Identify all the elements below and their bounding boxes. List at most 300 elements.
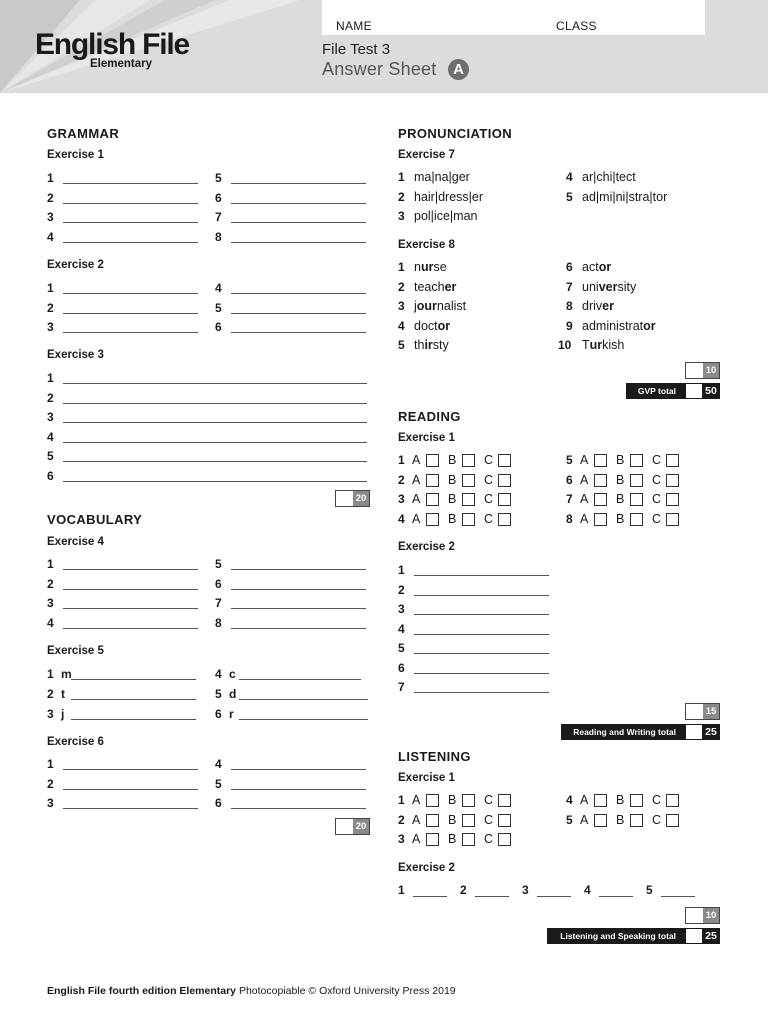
listening-ex2-number: 2 xyxy=(460,883,467,897)
vocabulary-ex5-letter-hint: r xyxy=(229,707,234,721)
reading-ex1-option-label: B xyxy=(616,492,625,506)
pronunciation-ex8-number: 7 xyxy=(566,279,573,294)
vocabulary-ex4-number: 2 xyxy=(47,576,54,591)
vocabulary-ex6-number: 6 xyxy=(215,796,222,810)
grammar-ex1-answer-line-5[interactable] xyxy=(231,183,366,184)
listening-total-max: 25 xyxy=(705,930,717,942)
reading-ex1-option-label: A xyxy=(412,511,421,526)
pronunciation-ex8-number: 10 xyxy=(558,338,572,352)
reading-ex1-option-label: A xyxy=(580,453,589,467)
reading-ex1-7-option-a-checkbox[interactable] xyxy=(594,493,607,506)
listening-total-bar xyxy=(547,928,720,944)
reading-ex1-6-option-b-checkbox[interactable] xyxy=(630,474,643,487)
grammar-ex2-title: Exercise 2 xyxy=(47,259,104,271)
footer-book-title: English File fourth edition Elementary xyxy=(47,985,237,997)
word-part: j xyxy=(414,299,417,313)
sheet-title: Answer Sheet xyxy=(322,59,437,79)
stressed-sound: ur xyxy=(589,338,603,352)
reading-ex1-title: Exercise 1 xyxy=(398,432,455,444)
page-header xyxy=(0,0,768,93)
grammar-ex1-answer-line-4[interactable] xyxy=(63,242,198,243)
listening-ex1-1-option-c-checkbox[interactable] xyxy=(498,794,511,807)
grammar-ex2-number: 5 xyxy=(215,300,222,315)
listening-ex1-1-option-a-checkbox[interactable] xyxy=(426,794,439,807)
reading-ex1-option-label: A xyxy=(412,472,421,487)
word-part: sty xyxy=(432,338,449,352)
reading-ex1-number: 1 xyxy=(398,453,405,467)
listening-ex1-3-option-a-checkbox[interactable] xyxy=(426,833,439,846)
grammar-ex1-number: 7 xyxy=(215,210,222,224)
listening-ex2-number: 3 xyxy=(522,883,529,897)
grammar-ex3-answer-line-6[interactable] xyxy=(63,481,367,482)
reading-ex2-answer-line-5[interactable] xyxy=(414,653,549,654)
listening-ex2-number: 4 xyxy=(584,883,591,897)
gvp-total-input[interactable] xyxy=(686,384,702,398)
listening-ex1-2-option-a-checkbox[interactable] xyxy=(426,814,439,827)
class-label: CLASS xyxy=(556,19,597,33)
listening-ex1-2-option-c-checkbox[interactable] xyxy=(498,814,511,827)
reading-ex1-option-label: B xyxy=(448,511,457,526)
grammar-ex2-number: 1 xyxy=(47,281,54,295)
grammar-ex3-answer-line-2[interactable] xyxy=(63,403,367,404)
grammar-ex1-answer-line-1[interactable] xyxy=(63,183,198,184)
grammar-ex2-answer-line-5[interactable] xyxy=(231,313,366,314)
pronunciation-ex8-number: 9 xyxy=(566,318,573,333)
reading-ex1-8-option-a-checkbox[interactable] xyxy=(594,513,607,526)
pronunciation-ex8-word-6 xyxy=(582,260,611,274)
pronunciation-ex7-number: 1 xyxy=(398,170,405,184)
reading-ex2-number: 1 xyxy=(398,563,405,577)
listening-ex1-option-label: C xyxy=(484,832,494,846)
listening-ex1-option-label: A xyxy=(412,793,421,807)
page-footer xyxy=(47,985,456,997)
reading-ex2-number: 3 xyxy=(398,602,405,616)
grammar-ex3-number: 4 xyxy=(47,429,54,444)
reading-ex1-2-option-b-checkbox[interactable] xyxy=(462,474,475,487)
vocabulary-ex6-number: 1 xyxy=(47,757,54,771)
stressed-sound: er xyxy=(444,279,457,294)
vocabulary-ex5-answer-line-3[interactable] xyxy=(71,719,196,720)
reading-ex1-8-option-b-checkbox[interactable] xyxy=(630,513,643,526)
listening-ex1-option-label: B xyxy=(448,832,457,846)
pronunciation-ex7-word-4: ar|chi|tect xyxy=(582,170,636,184)
reading-ex1-6-option-a-checkbox[interactable] xyxy=(594,474,607,487)
vocabulary-ex4-answer-line-4[interactable] xyxy=(63,628,198,629)
vocabulary-ex6-answer-line-3[interactable] xyxy=(63,808,198,809)
reading-ex2-answer-line-3[interactable] xyxy=(414,614,549,615)
listening-total-label: Listening and Speaking total xyxy=(560,931,676,941)
word-part: act xyxy=(582,260,599,274)
reading-ex1-option-label: A xyxy=(580,511,589,526)
grammar-ex1-number: 3 xyxy=(47,210,54,224)
pronunciation-ex8-word-7 xyxy=(582,280,636,294)
reading-ex1-6-option-c-checkbox[interactable] xyxy=(666,474,679,487)
grammar-score-box[interactable] xyxy=(335,490,370,507)
vocabulary-ex4-number: 5 xyxy=(215,557,222,571)
reading-ex2-number: 7 xyxy=(398,680,405,694)
grammar-ex2-answer-line-4[interactable] xyxy=(231,293,366,294)
reading-ex2-number: 2 xyxy=(398,582,405,597)
reading-ex1-number: 3 xyxy=(398,492,405,506)
grammar-ex3-number: 5 xyxy=(47,449,54,463)
pronunciation-ex8-number: 6 xyxy=(566,260,573,274)
vocabulary-ex5-answer-line-1[interactable] xyxy=(71,679,196,680)
word-part: uni xyxy=(582,279,599,294)
logo-title: English File xyxy=(35,28,189,61)
listening-ex1-5-option-b-checkbox[interactable] xyxy=(630,814,643,827)
vocabulary-ex5-number: 3 j xyxy=(47,707,65,721)
listening-ex2-answer-line-4[interactable] xyxy=(599,896,633,897)
pronunciation-ex8-word-2 xyxy=(414,280,456,294)
vocabulary-ex6-answer-line-2[interactable] xyxy=(63,789,198,790)
grammar-ex1-answer-line-3[interactable] xyxy=(63,222,198,223)
listening-ex1-number: 1 xyxy=(398,793,405,807)
pronunciation-title: PRONUNCIATION xyxy=(398,126,513,141)
reading-ex1-option-label: A xyxy=(580,492,589,506)
listening-ex2-answer-line-2[interactable] xyxy=(475,896,509,897)
listening-ex2-answer-line-5[interactable] xyxy=(661,896,695,897)
vocabulary-ex4-answer-line-1[interactable] xyxy=(63,569,198,570)
vocabulary-ex6-answer-line-1[interactable] xyxy=(63,769,198,770)
word-part: T xyxy=(582,338,590,352)
vocabulary-ex5-number: 2 t xyxy=(47,687,66,701)
reading-ex1-3-option-a-checkbox[interactable] xyxy=(426,493,439,506)
listening-ex1-number: 2 xyxy=(398,812,405,827)
word-part: th xyxy=(414,338,425,352)
reading-ex1-number: 5 xyxy=(566,453,573,467)
word-part: sity xyxy=(617,279,637,294)
reading-ex2-title: Exercise 2 xyxy=(398,541,455,553)
vocabulary-ex4-answer-line-3[interactable] xyxy=(63,608,198,609)
grammar-ex1-number: 5 xyxy=(215,171,222,185)
pronunciation-ex7-number: 3 xyxy=(398,209,405,223)
gvp-total-max: 50 xyxy=(705,385,717,397)
grammar-ex1-answer-line-2[interactable] xyxy=(63,203,198,204)
listening-ex1-5-option-a-checkbox[interactable] xyxy=(594,814,607,827)
listening-ex1-3-option-c-checkbox[interactable] xyxy=(498,833,511,846)
footer-copyright: Photocopiable © Oxford University Press 2019 xyxy=(236,985,456,997)
reading-total-input[interactable] xyxy=(686,725,702,739)
vocabulary-ex4-number: 4 xyxy=(47,615,54,630)
listening-title: LISTENING xyxy=(398,749,471,764)
pronunciation-ex8-number: 8 xyxy=(566,299,573,313)
reading-ex1-1-option-b-checkbox[interactable] xyxy=(462,454,475,467)
listening-ex1-number: 5 xyxy=(566,812,573,827)
grammar-ex2-number: 3 xyxy=(47,320,54,334)
reading-score-box[interactable] xyxy=(685,703,720,720)
vocabulary-score-max: 20 xyxy=(353,819,369,834)
grammar-ex1-answer-line-8[interactable] xyxy=(231,242,366,243)
grammar-ex3-answer-line-4[interactable] xyxy=(63,442,367,443)
reading-ex1-option-label: C xyxy=(484,472,494,487)
reading-ex1-option-label: C xyxy=(484,453,494,467)
reading-ex1-5-option-b-checkbox[interactable] xyxy=(630,454,643,467)
listening-ex2-number: 5 xyxy=(646,883,653,897)
reading-ex1-number: 6 xyxy=(566,472,573,487)
reading-ex1-5-option-c-checkbox[interactable] xyxy=(666,454,679,467)
reading-ex1-option-label: C xyxy=(484,511,494,526)
word-part: nalist xyxy=(436,299,467,313)
pronunciation-ex7-word-1: ma|na|ger xyxy=(414,170,470,184)
listening-ex2-number: 1 xyxy=(398,883,405,897)
vocabulary-ex5-answer-line-4[interactable] xyxy=(239,679,361,680)
listening-ex1-number: 3 xyxy=(398,832,405,846)
reading-total-label: Reading and Writing total xyxy=(573,727,676,737)
pronunciation-ex7-word-3: pol|ice|man xyxy=(414,209,478,223)
grammar-ex2-number: 4 xyxy=(215,281,222,295)
reading-ex1-option-label: C xyxy=(484,492,494,506)
reading-ex1-option-label: B xyxy=(448,472,457,487)
grammar-ex1-answer-line-6[interactable] xyxy=(231,203,366,204)
grammar-ex3-number: 3 xyxy=(47,410,54,424)
listening-ex1-option-label: B xyxy=(616,793,625,807)
grammar-title: GRAMMAR xyxy=(47,126,120,141)
grammar-ex3-answer-line-1[interactable] xyxy=(63,383,367,384)
listening-ex1-4-option-b-checkbox[interactable] xyxy=(630,794,643,807)
reading-title: READING xyxy=(398,409,461,424)
grammar-ex3-title: Exercise 3 xyxy=(47,349,104,361)
pronunciation-ex8-word-8 xyxy=(582,299,614,313)
listening-ex2-answer-line-3[interactable] xyxy=(537,896,571,897)
grammar-ex3-number: 1 xyxy=(47,371,54,385)
listening-ex1-3-option-b-checkbox[interactable] xyxy=(462,833,475,846)
reading-total-bar xyxy=(561,724,720,740)
reading-ex1-5-option-a-checkbox[interactable] xyxy=(594,454,607,467)
grammar-ex2-answer-line-6[interactable] xyxy=(231,332,366,333)
grammar-ex1-number: 1 xyxy=(47,171,54,185)
reading-ex1-option-label: C xyxy=(652,472,662,487)
listening-score-max: 10 xyxy=(703,908,719,923)
vocabulary-ex4-answer-line-5[interactable] xyxy=(231,569,366,570)
logo-subtitle: Elementary xyxy=(90,58,153,70)
grammar-score-max: 20 xyxy=(353,491,369,506)
listening-ex1-2-option-b-checkbox[interactable] xyxy=(462,814,475,827)
reading-ex1-7-option-b-checkbox[interactable] xyxy=(630,493,643,506)
vocabulary-ex5-number: 6 r xyxy=(215,707,234,721)
listening-ex2-answer-line-1[interactable] xyxy=(413,896,447,897)
vocabulary-ex4-number: 8 xyxy=(215,615,222,630)
pronunciation-ex7-word-5: ad|mi|ni|stra|tor xyxy=(582,189,668,204)
reading-ex2-answer-line-7[interactable] xyxy=(414,692,549,693)
reading-ex1-option-label: C xyxy=(652,511,662,526)
pronunciation-ex8-number: 3 xyxy=(398,299,405,313)
vocabulary-ex5-letter-hint: j xyxy=(61,707,65,721)
listening-ex1-4-option-c-checkbox[interactable] xyxy=(666,794,679,807)
listening-ex1-5-option-c-checkbox[interactable] xyxy=(666,814,679,827)
test-title: File Test 3 xyxy=(322,41,391,58)
vocabulary-ex4-answer-line-8[interactable] xyxy=(231,628,366,629)
vocabulary-ex5-answer-line-5[interactable] xyxy=(239,699,368,700)
vocabulary-ex6-answer-line-5[interactable] xyxy=(231,789,366,790)
vocabulary-ex5-letter-hint: t xyxy=(61,687,66,701)
reading-ex1-option-label: B xyxy=(448,453,457,467)
vocabulary-ex4-answer-line-7[interactable] xyxy=(231,608,366,609)
grammar-ex1-number: 2 xyxy=(47,190,54,205)
vocabulary-score-box[interactable] xyxy=(335,818,370,835)
grammar-ex1-number: 4 xyxy=(47,229,54,244)
listening-ex2-title: Exercise 2 xyxy=(398,862,455,874)
grammar-ex2-number: 6 xyxy=(215,320,222,334)
word-part: kish xyxy=(602,338,625,352)
stressed-sound: ir xyxy=(424,338,433,352)
listening-ex1-option-label: B xyxy=(448,812,457,827)
stressed-sound: or xyxy=(437,318,451,333)
reading-score-max: 15 xyxy=(703,704,719,719)
listening-ex1-option-label: B xyxy=(448,793,457,807)
listening-ex1-option-label: C xyxy=(652,812,662,827)
grammar-ex1-number: 8 xyxy=(215,229,222,244)
listening-ex1-4-option-a-checkbox[interactable] xyxy=(594,794,607,807)
grammar-ex3-answer-line-5[interactable] xyxy=(63,461,367,462)
reading-ex1-option-label: B xyxy=(616,453,625,467)
reading-ex1-3-option-b-checkbox[interactable] xyxy=(462,493,475,506)
listening-ex1-option-label: A xyxy=(580,793,589,807)
reading-ex1-8-option-c-checkbox[interactable] xyxy=(666,513,679,526)
pronunciation-score-max: 10 xyxy=(703,363,719,378)
pronunciation-ex7-number: 4 xyxy=(566,170,573,184)
reading-ex1-3-option-c-checkbox[interactable] xyxy=(498,493,511,506)
word-part: n xyxy=(414,260,421,274)
listening-ex1-option-label: A xyxy=(412,812,421,827)
pronunciation-score-box[interactable] xyxy=(685,362,720,379)
grammar-ex3-number: 2 xyxy=(47,390,54,405)
vocabulary-ex5-answer-line-6[interactable] xyxy=(239,719,368,720)
reading-ex1-option-label: B xyxy=(616,472,625,487)
vocabulary-ex4-number: 1 xyxy=(47,557,54,571)
listening-ex1-title: Exercise 1 xyxy=(398,772,455,784)
reading-ex1-option-label: B xyxy=(448,492,457,506)
stressed-sound: or xyxy=(598,260,612,274)
listening-ex1-number: 4 xyxy=(566,793,573,807)
vocabulary-ex4-number: 7 xyxy=(215,596,222,610)
version-badge: A xyxy=(448,59,469,80)
reading-ex1-2-option-a-checkbox[interactable] xyxy=(426,474,439,487)
pronunciation-ex8-word-1 xyxy=(414,260,447,274)
reading-ex1-number: 4 xyxy=(398,511,405,526)
reading-ex1-4-option-a-checkbox[interactable] xyxy=(426,513,439,526)
reading-total-max: 25 xyxy=(705,726,717,738)
vocabulary-title: VOCABULARY xyxy=(47,512,143,527)
grammar-ex1-title: Exercise 1 xyxy=(47,149,104,161)
grammar-ex2-answer-line-2[interactable] xyxy=(63,313,198,314)
reading-ex1-option-label: A xyxy=(412,492,421,506)
listening-ex1-1-option-b-checkbox[interactable] xyxy=(462,794,475,807)
listening-ex1-option-label: A xyxy=(580,812,589,827)
gvp-total-bar xyxy=(626,383,720,399)
reading-ex1-number: 2 xyxy=(398,472,405,487)
reading-ex1-option-label: B xyxy=(616,511,625,526)
pronunciation-ex8-title: Exercise 8 xyxy=(398,239,455,251)
vocabulary-ex5-title: Exercise 5 xyxy=(47,645,104,657)
vocabulary-ex4-number: 6 xyxy=(215,576,222,591)
pronunciation-ex8-word-3 xyxy=(414,299,466,313)
vocabulary-ex4-title: Exercise 4 xyxy=(47,536,104,548)
vocabulary-ex6-title: Exercise 6 xyxy=(47,736,104,748)
vocabulary-ex4-answer-line-2[interactable] xyxy=(63,589,198,590)
pronunciation-ex7-number: 5 xyxy=(566,189,573,204)
reading-ex1-option-label: A xyxy=(580,472,589,487)
pronunciation-ex8-word-10 xyxy=(582,338,624,352)
pronunciation-ex8-word-5 xyxy=(414,338,449,352)
gvp-total-label: GVP total xyxy=(637,386,676,396)
vocabulary-ex5-number: 5 d xyxy=(215,687,237,701)
listening-total-input[interactable] xyxy=(686,929,702,943)
vocabulary-ex5-answer-line-2[interactable] xyxy=(71,699,196,700)
reading-ex1-2-option-c-checkbox[interactable] xyxy=(498,474,511,487)
reading-ex1-option-label: C xyxy=(652,453,662,467)
name-label: NAME xyxy=(336,19,372,33)
word-part: se xyxy=(433,260,447,274)
word-part: driv xyxy=(582,299,603,313)
reading-ex1-number: 7 xyxy=(566,492,573,506)
pronunciation-ex8-number: 4 xyxy=(398,318,405,333)
grammar-ex2-answer-line-1[interactable] xyxy=(63,293,198,294)
reading-ex1-4-option-c-checkbox[interactable] xyxy=(498,513,511,526)
grammar-ex2-number: 2 xyxy=(47,300,54,315)
listening-ex1-option-label: C xyxy=(652,793,662,807)
pronunciation-ex8-word-4 xyxy=(414,319,450,333)
stressed-sound: or xyxy=(643,318,656,333)
vocabulary-ex5-letter-hint: d xyxy=(229,687,237,701)
vocabulary-ex6-answer-line-6[interactable] xyxy=(231,808,366,809)
vocabulary-ex6-number: 5 xyxy=(215,776,222,791)
grammar-ex3-answer-line-3[interactable] xyxy=(63,422,367,423)
pronunciation-ex8-number: 5 xyxy=(398,338,405,352)
reading-ex2-number: 5 xyxy=(398,641,405,655)
reading-ex1-7-option-c-checkbox[interactable] xyxy=(666,493,679,506)
word-part: teach xyxy=(414,279,445,294)
word-part: doct xyxy=(414,318,438,333)
vocabulary-ex6-answer-line-4[interactable] xyxy=(231,769,366,770)
pronunciation-ex7-word-2: hair|dress|er xyxy=(414,189,484,204)
name-class-box[interactable] xyxy=(322,0,705,35)
vocabulary-ex5-letter-hint: m xyxy=(61,667,72,681)
grammar-ex3-number: 6 xyxy=(47,468,54,483)
reading-ex1-1-option-a-checkbox[interactable] xyxy=(426,454,439,467)
reading-ex1-1-option-c-checkbox[interactable] xyxy=(498,454,511,467)
vocabulary-ex5-number: 4 c xyxy=(215,667,236,681)
vocabulary-ex6-number: 3 xyxy=(47,796,54,810)
reading-ex1-option-label: C xyxy=(652,492,662,506)
listening-ex1-option-label: C xyxy=(484,793,494,807)
stressed-sound: ver xyxy=(598,279,618,294)
pronunciation-ex8-number: 2 xyxy=(398,279,405,294)
pronunciation-ex7-title: Exercise 7 xyxy=(398,149,455,161)
reading-ex2-answer-line-2[interactable] xyxy=(414,595,549,596)
vocabulary-ex5-number: 1 m xyxy=(47,667,72,681)
stressed-sound: er xyxy=(602,299,614,313)
reading-ex2-answer-line-4[interactable] xyxy=(414,634,549,635)
grammar-ex1-answer-line-7[interactable] xyxy=(231,222,366,223)
listening-score-box[interactable] xyxy=(685,907,720,924)
pronunciation-ex7-number: 2 xyxy=(398,189,405,204)
vocabulary-ex6-number: 2 xyxy=(47,776,54,791)
reading-ex1-4-option-b-checkbox[interactable] xyxy=(462,513,475,526)
grammar-ex2-answer-line-3[interactable] xyxy=(63,332,198,333)
reading-ex2-answer-line-1[interactable] xyxy=(414,575,549,576)
listening-ex1-option-label: B xyxy=(616,812,625,827)
reading-ex1-option-label: A xyxy=(412,453,421,467)
vocabulary-ex4-number: 3 xyxy=(47,596,54,610)
vocabulary-ex5-letter-hint: c xyxy=(229,667,236,681)
stressed-sound: ur xyxy=(420,260,434,274)
word-part: administrat xyxy=(582,318,644,333)
vocabulary-ex4-answer-line-6[interactable] xyxy=(231,589,366,590)
reading-ex2-number: 4 xyxy=(398,621,405,636)
reading-ex2-answer-line-6[interactable] xyxy=(414,673,549,674)
pronunciation-ex8-number: 1 xyxy=(398,260,405,274)
grammar-ex1-number: 6 xyxy=(215,190,222,205)
